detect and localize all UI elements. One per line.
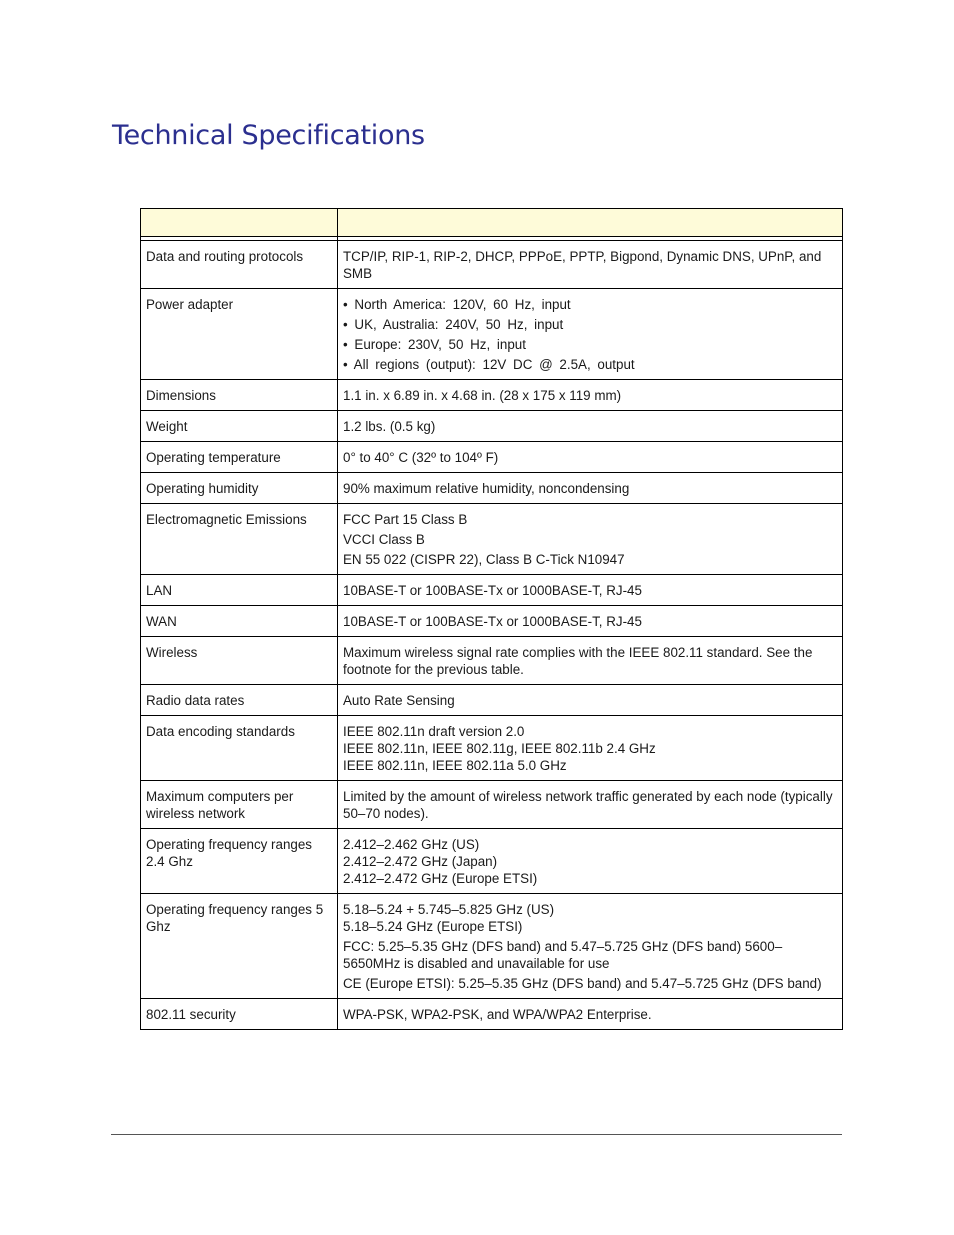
value-line: 5.18–5.24 GHz (Europe ETSI) [343, 919, 523, 934]
row-label: Operating frequency ranges 5 Ghz [141, 894, 338, 999]
table-row [141, 716, 843, 781]
row-label: WAN [141, 606, 338, 637]
row-label: Radio data rates [141, 685, 338, 716]
header-cell-label [141, 209, 338, 237]
row-value [338, 894, 843, 999]
table-row [141, 829, 843, 894]
row-label: Data encoding standards [141, 716, 338, 781]
row-value [338, 575, 843, 606]
table-row [141, 473, 843, 504]
table-row [141, 442, 843, 473]
value-line: 10BASE-T or 100BASE-Tx or 1000BASE-T, RJ-45 [343, 583, 642, 598]
row-label: Weight [141, 411, 338, 442]
value-line: 1.2 lbs. (0.5 kg) [343, 419, 436, 434]
value-line: 2.412–2.472 GHz (Europe ETSI) [343, 871, 538, 886]
value-line: TCP/IP, RIP-1, RIP-2, DHCP, PPPoE, PPTP, Bigpond, Dynamic DNS, UPnP, and SMB [343, 249, 822, 281]
page-title: Technical Specifications [112, 120, 425, 151]
row-label: Power adapter [141, 289, 338, 380]
value-line: IEEE 802.11n, IEEE 802.11g, IEEE 802.11b 2.4 GHz [343, 741, 656, 756]
table-row [141, 411, 843, 442]
row-label: Operating temperature [141, 442, 338, 473]
row-label: Operating frequency ranges 2.4 Ghz [141, 829, 338, 894]
row-label: Electromagnetic Emissions [141, 504, 338, 575]
table-row [141, 504, 843, 575]
table-row [141, 606, 843, 637]
table-row [141, 894, 843, 999]
row-value [338, 829, 843, 894]
table-row [141, 637, 843, 685]
row-value [338, 473, 843, 504]
value-line: 1.1 in. x 6.89 in. x 4.68 in. (28 x 175 x 119 mm) [343, 388, 622, 403]
table-row [141, 999, 843, 1030]
bullet-item: • UK, Australia: 240V, 50 Hz, input [343, 317, 564, 332]
value-line: IEEE 802.11n draft version 2.0 [343, 724, 525, 739]
row-value [338, 781, 843, 829]
value-line: 2.412–2.462 GHz (US) [343, 837, 480, 852]
value-line: CE (Europe ETSI): 5.25–5.35 GHz (DFS band) and 5.47–5.725 GHz (DFS band) [343, 976, 822, 991]
value-line: Auto Rate Sensing [343, 693, 455, 708]
header-cell-value [338, 209, 843, 237]
row-value [338, 411, 843, 442]
table-row [141, 575, 843, 606]
value-line: Maximum wireless signal rate complies with the IEEE 802.11 standard. See the footnote for the previous table. [343, 645, 813, 677]
value-line: FCC Part 15 Class B [343, 512, 468, 527]
bullet-item: • All regions (output): 12V DC @ 2.5A, output [343, 357, 635, 372]
row-value [338, 380, 843, 411]
value-line: EN 55 022 (CISPR 22), Class B C-Tick N10947 [343, 552, 625, 567]
row-value [338, 442, 843, 473]
row-value [338, 241, 843, 289]
value-line: VCCI Class B [343, 532, 425, 547]
row-value [338, 637, 843, 685]
row-label: Maximum computers per wireless network [141, 781, 338, 829]
value-line: 10BASE-T or 100BASE-Tx or 1000BASE-T, RJ-45 [343, 614, 642, 629]
value-line: 5.18–5.24 + 5.745–5.825 GHz (US) [343, 902, 555, 917]
row-label: Operating humidity [141, 473, 338, 504]
value-line: 0° to 40° C (32º to 104º F) [343, 450, 499, 465]
value-line: Limited by the amount of wireless network traffic generated by each node (typically 50–70 nodes). [343, 789, 833, 821]
table-header-row [141, 209, 843, 237]
table-row [141, 380, 843, 411]
value-line: IEEE 802.11n, IEEE 802.11a 5.0 GHz [343, 758, 567, 773]
row-value [338, 716, 843, 781]
bullet-item: • North America: 120V, 60 Hz, input [343, 297, 571, 312]
row-label: 802.11 security [141, 999, 338, 1030]
row-value [338, 685, 843, 716]
value-line: WPA-PSK, WPA2-PSK, and WPA/WPA2 Enterprise. [343, 1007, 652, 1022]
row-value [338, 289, 843, 380]
row-label: LAN [141, 575, 338, 606]
table-row [141, 685, 843, 716]
spec-table [140, 208, 843, 1030]
table-row [141, 289, 843, 380]
row-value [338, 606, 843, 637]
value-line: FCC: 5.25–5.35 GHz (DFS band) and 5.47–5.725 GHz (DFS band) 5600–5650MHz is disabled and unavailable for use [343, 939, 783, 971]
bullet-item: • Europe: 230V, 50 Hz, input [343, 337, 526, 352]
footer-rule [111, 1134, 842, 1135]
table-row [141, 781, 843, 829]
row-label: Data and routing protocols [141, 241, 338, 289]
row-label: Wireless [141, 637, 338, 685]
value-line: 2.412–2.472 GHz (Japan) [343, 854, 498, 869]
row-label: Dimensions [141, 380, 338, 411]
table-row [141, 241, 843, 289]
row-value [338, 504, 843, 575]
value-line: 90% maximum relative humidity, noncondensing [343, 481, 630, 496]
row-value [338, 999, 843, 1030]
